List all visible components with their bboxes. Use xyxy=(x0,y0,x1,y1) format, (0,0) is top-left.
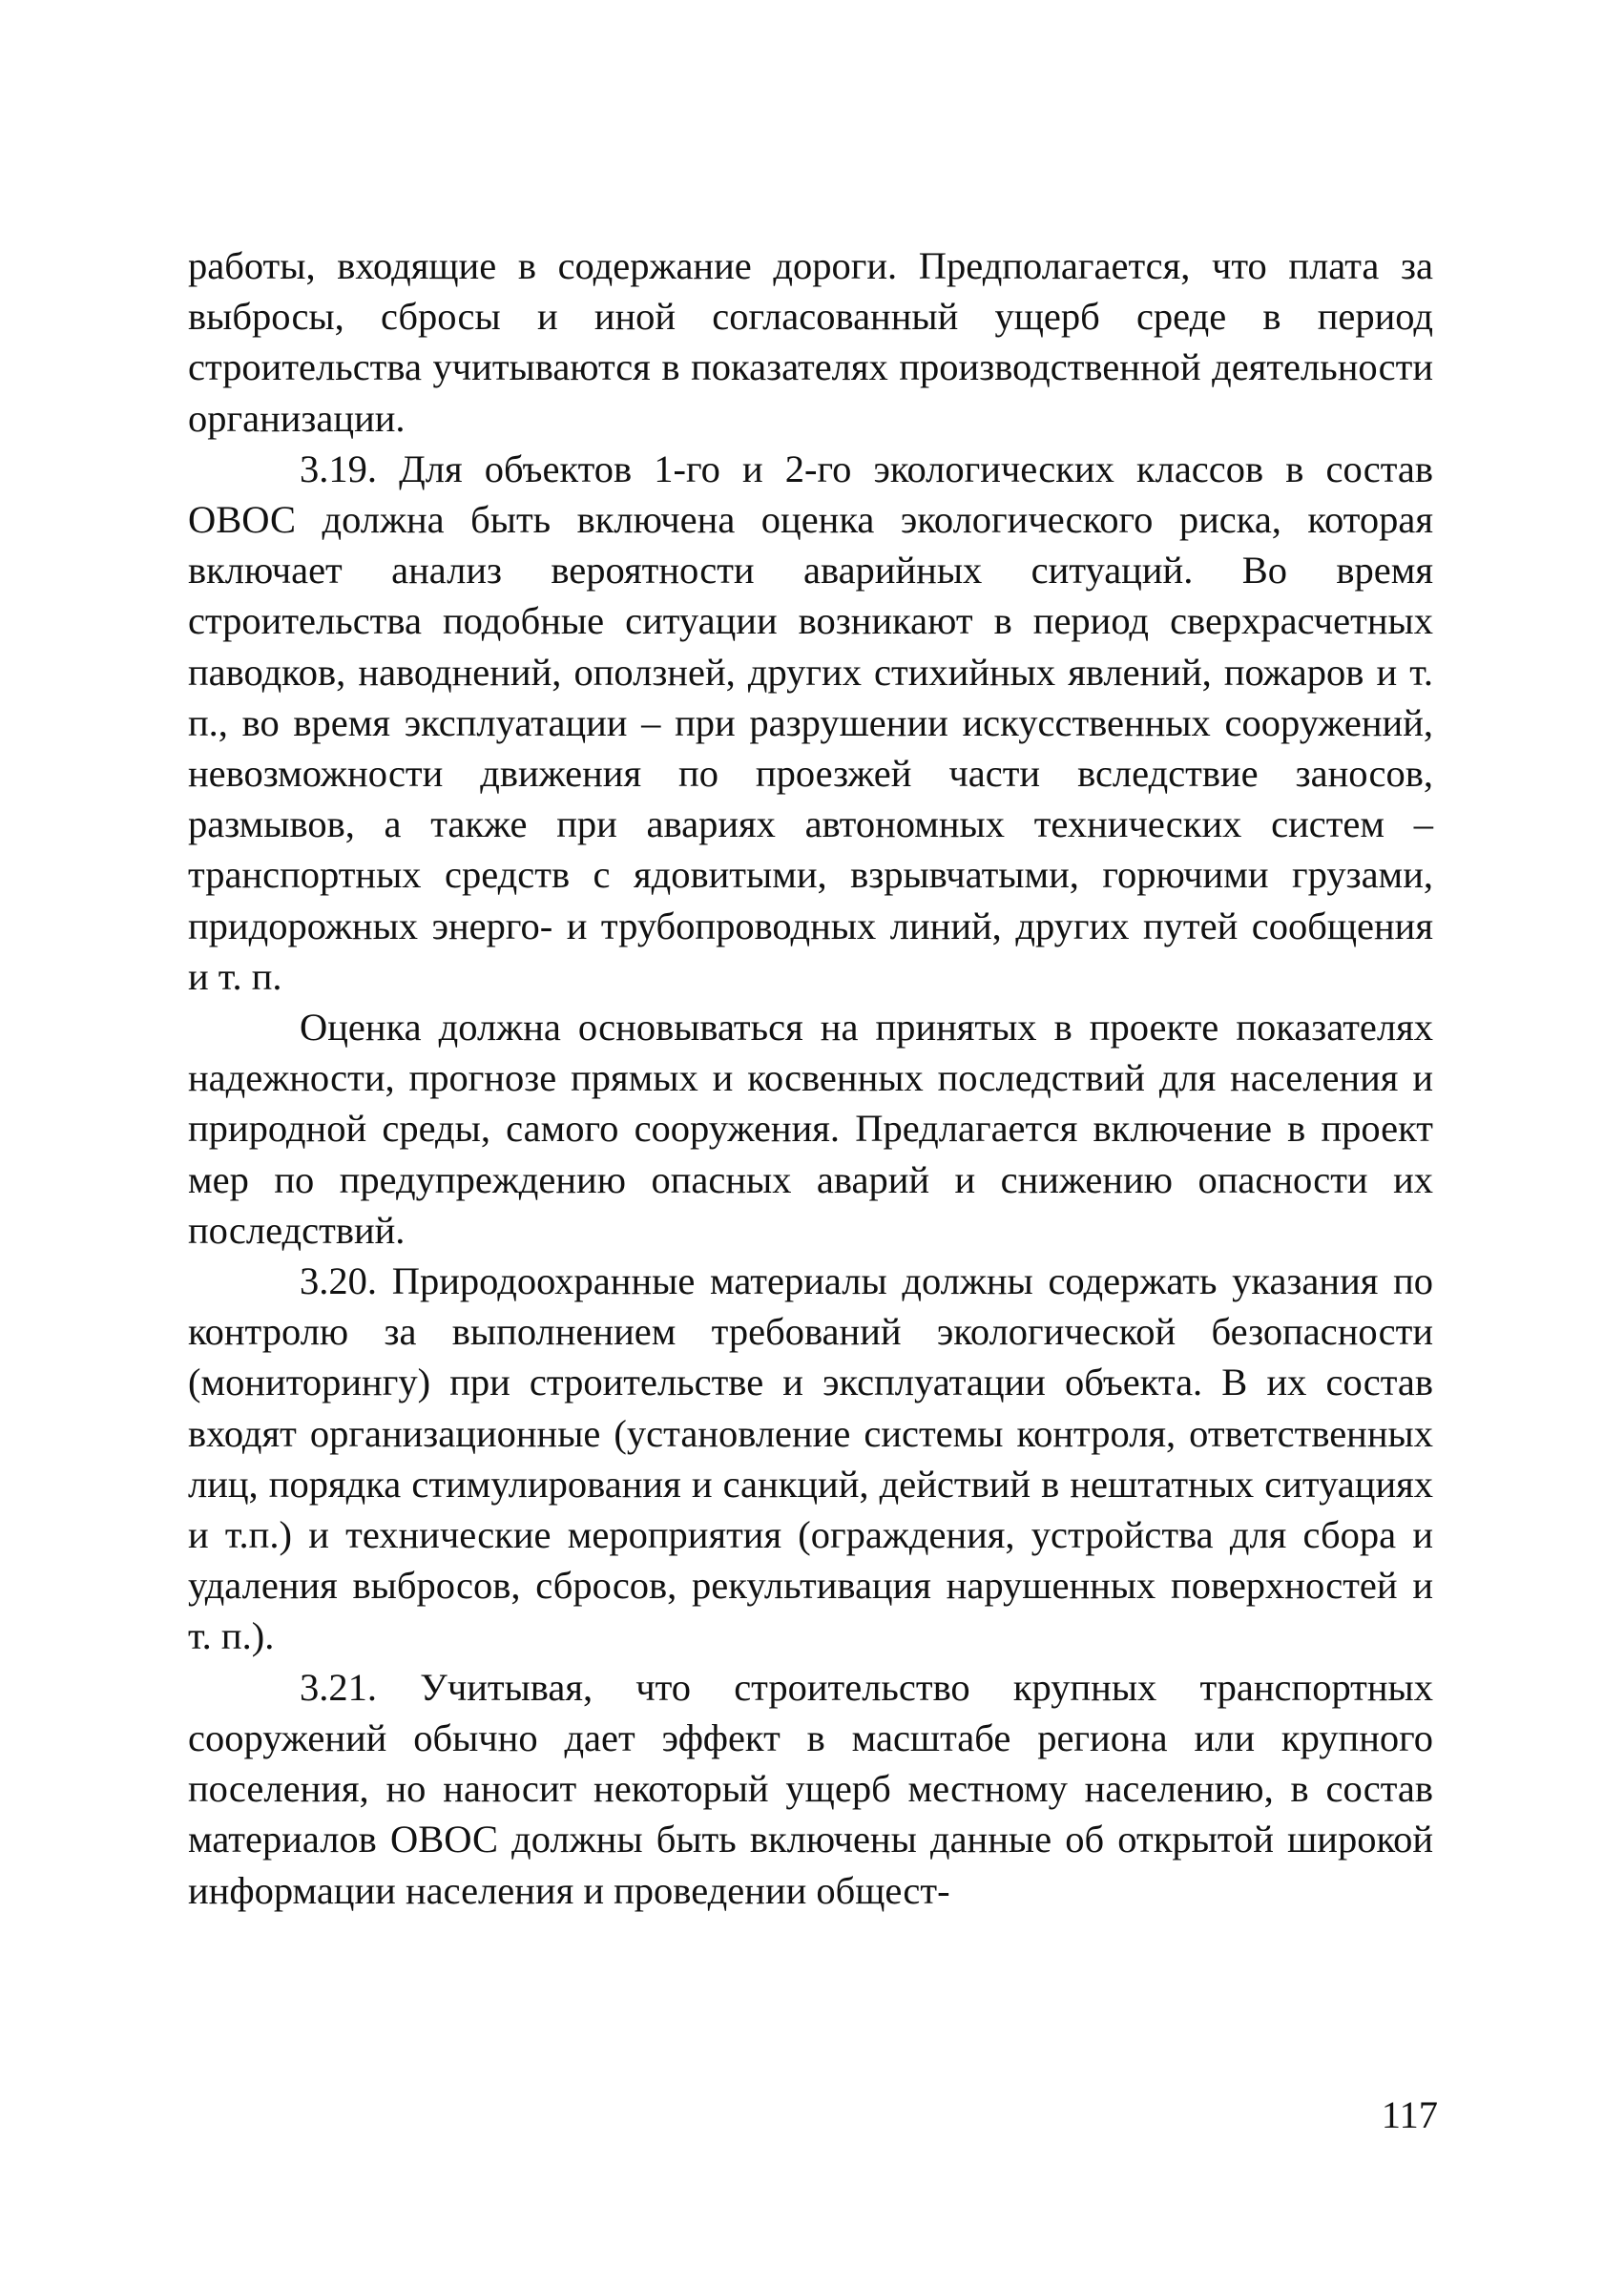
body-text xyxy=(188,240,1433,1916)
page-number: 117 xyxy=(1381,2093,1438,2136)
paragraph-3-21: 3.21. Учитывая, что строительство крупных транспортных сооружений обычно дает эффект в масштабе региона или крупного поселения, но наносит некоторый ущерб местному населению, в состав материалов ОВОС должны быть включены данные об открытой широкой информации населения и проведении общест- xyxy=(188,1665,1433,1912)
paragraph-3-19: 3.19. Для объектов 1-го и 2-го экологических классов в состав ОВОС должна быть включена оценка экологического риска, которая включает анализ вероятности аварийных ситуаций. Во время строительства подобные ситуации возникают в период сверхрасчетных паводков, наводнений, оползней, других стихийных явлений, пожаров и т. п., во время эксплуатации – при разрушении искусственных сооружений, невозможности движения по проезжей части вследствие заносов, размывов, а также при авариях автономных технических систем – транспортных средств с ядовитыми, взрывчатыми, горючими грузами, придорожных энерго- и трубопроводных линий, других путей сообщения и т. п. xyxy=(188,447,1433,998)
paragraph-3-20: 3.20. Природоохранные материалы должны содержать указания по контролю за выполнением требований экологической безопасности (мониторингу) при строительстве и эксплуатации объекта. В их состав входят организационные (установление системы контроля, ответственных лиц, порядка стимулирования и санкций, действий в нештатных ситуациях и т.п.) и технические мероприятия (ограждения, устройства для сбора и удаления выбросов, сбросов, рекультивация нарушенных поверхностей и т. п.). xyxy=(188,1259,1433,1658)
paragraph-assessment: Оценка должна основываться на принятых в проекте показателях надежности, прогнозе прямых и косвенных последствий для населения и природной среды, самого сооружения. Предлагается включение в проект мер по предупреждению опасных аварий и снижению опасности их последствий. xyxy=(188,1006,1433,1252)
paragraph-continuation: работы, входящие в содержание дороги. Предполагается, что плата за выбросы, сбросы и иной согласованный ущерб среде в период строительства учитываются в показателях производственной деятельности организации. xyxy=(188,244,1433,440)
